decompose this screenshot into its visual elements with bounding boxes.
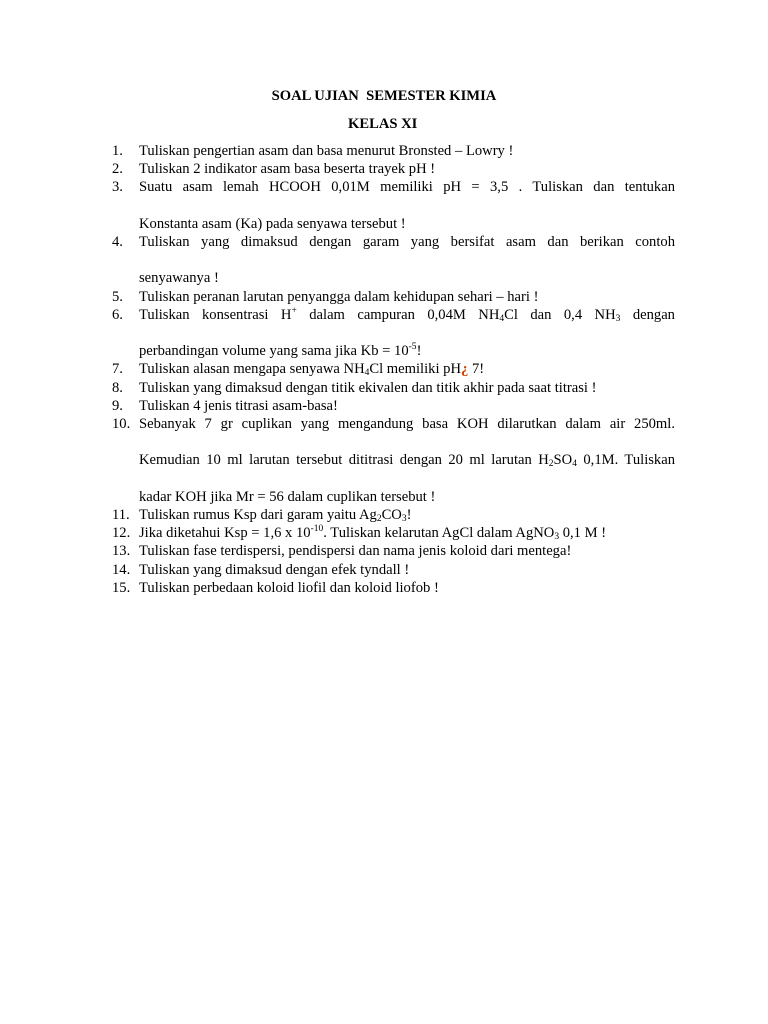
question-item: [112, 397, 675, 415]
text-run: Cl memiliki pH: [369, 361, 461, 378]
question-text-line: senyawanya !: [139, 270, 219, 287]
question-item: [112, 306, 675, 361]
question-item: [112, 542, 675, 560]
question-text: Tuliskan yang dimaksud dengan titik ekivalen dan titik akhir pada saat titrasi !: [139, 379, 597, 396]
question-text: Tuliskan pengertian asam dan basa menurut Bronsted – Lowry !: [139, 143, 514, 159]
text-run: Tuliskan konsentrasi H: [139, 306, 292, 323]
question-number: 9.: [112, 397, 123, 414]
question-text-line: Suatu asam lemah HCOOH 0,01M memiliki pH = 3,5 . Tuliskan dan tentukan: [139, 179, 675, 196]
text-run: SO: [553, 452, 573, 469]
question-number: 4.: [112, 234, 123, 251]
superscript: -5: [408, 342, 417, 353]
question-text: Tuliskan perbedaan koloid liofil dan koloid liofob !: [139, 579, 439, 596]
text-run: Jika diketahui Ksp = 1,6 x 10: [139, 525, 311, 542]
question-text-line: Tuliskan yang dimaksud dengan garam yang bersifat asam dan berikan contoh: [139, 234, 675, 251]
question-text-line: Konstanta asam (Ka) pada senyawa tersebut !: [139, 215, 406, 232]
question-text-line: [139, 451, 675, 487]
question-list: [112, 142, 675, 597]
question-text: [139, 360, 675, 378]
question-number: 10.: [112, 416, 131, 433]
question-item: [112, 379, 675, 397]
question-number: 1.: [112, 143, 123, 159]
text-run: 0,1 M !: [559, 525, 607, 542]
superscript: +: [291, 305, 297, 316]
question-number: 14.: [112, 561, 131, 578]
text-run: 7!: [468, 361, 485, 378]
question-number: 15.: [112, 579, 131, 596]
question-text: Tuliskan 2 indikator asam basa beserta trayek pH !: [139, 161, 436, 178]
question-number: 12.: [112, 525, 131, 542]
text-run: 0,1M. Tuliskan: [576, 452, 675, 469]
text-run: dengan: [620, 306, 675, 323]
subscript: 4: [499, 313, 505, 324]
question-item: [112, 288, 675, 306]
text-run: perbandingan volume yang sama jika Kb = 10: [139, 343, 409, 360]
text-run: Tuliskan alasan mengapa senyawa NH: [139, 361, 365, 378]
question-text-line: Sebanyak 7 gr cuplikan yang mengandung basa KOH dilarutkan dalam air 250ml.: [139, 416, 675, 433]
text-run: dalam campuran 0,04M NH: [296, 306, 500, 323]
question-text: Tuliskan 4 jenis titrasi asam-basa!: [139, 397, 338, 414]
subscript: 4: [572, 459, 577, 470]
text-run: !: [416, 343, 422, 360]
document-subtitle: KELAS XI: [348, 116, 418, 132]
subscript: 3: [401, 514, 407, 525]
question-item: [112, 160, 675, 178]
question-number: 13.: [112, 543, 131, 560]
subscript: 3: [554, 532, 560, 543]
question-number: 5.: [112, 288, 123, 305]
question-text: Tuliskan yang dimaksud dengan efek tyndall !: [139, 561, 410, 578]
question-number: 11.: [112, 507, 130, 524]
text-run: . Tuliskan kelarutan AgCl dalam AgNO: [323, 525, 555, 542]
question-item: [112, 360, 675, 378]
question-number: 6.: [112, 306, 123, 323]
document-title: SOAL UJIAN SEMESTER KIMIA: [271, 88, 497, 104]
question-text: Tuliskan fase terdispersi, pendispersi dan nama jenis koloid dari mentega!: [139, 543, 572, 560]
question-item: [112, 142, 675, 160]
subscript: 3: [615, 313, 621, 324]
question-item: [112, 506, 675, 524]
question-item: [112, 178, 675, 233]
question-text-line: kadar KOH jika Mr = 56 dalam cuplikan tersebut !: [139, 488, 436, 505]
question-number: 7.: [112, 361, 123, 378]
question-text-line: [139, 306, 675, 342]
question-item: [112, 579, 675, 597]
question-text: [139, 506, 675, 524]
question-text-line: [139, 342, 675, 360]
comparison-symbol: ¿: [461, 361, 469, 378]
text-run: !: [406, 507, 412, 524]
superscript: -10: [310, 524, 324, 535]
question-item: [112, 524, 675, 542]
question-text: [139, 524, 675, 542]
subscript: 2: [376, 514, 382, 525]
question-item: [112, 415, 675, 506]
text-run: Cl dan 0,4 NH: [504, 306, 616, 323]
text-run: Kemudian 10 ml larutan tersebut dititrasi dengan 20 ml larutan H: [139, 452, 549, 469]
question-item: [112, 561, 675, 579]
subscript: 2: [548, 459, 554, 470]
text-run: CO: [381, 507, 402, 524]
question-number: 8.: [112, 379, 123, 396]
question-number: 3.: [112, 179, 123, 196]
subscript: 4: [364, 368, 370, 379]
question-text: Tuliskan peranan larutan penyangga dalam kehidupan sehari – hari !: [139, 288, 539, 305]
question-number: 2.: [112, 161, 123, 178]
text-run: Tuliskan rumus Ksp dari garam yaitu Ag: [139, 507, 377, 524]
question-item: [112, 233, 675, 288]
